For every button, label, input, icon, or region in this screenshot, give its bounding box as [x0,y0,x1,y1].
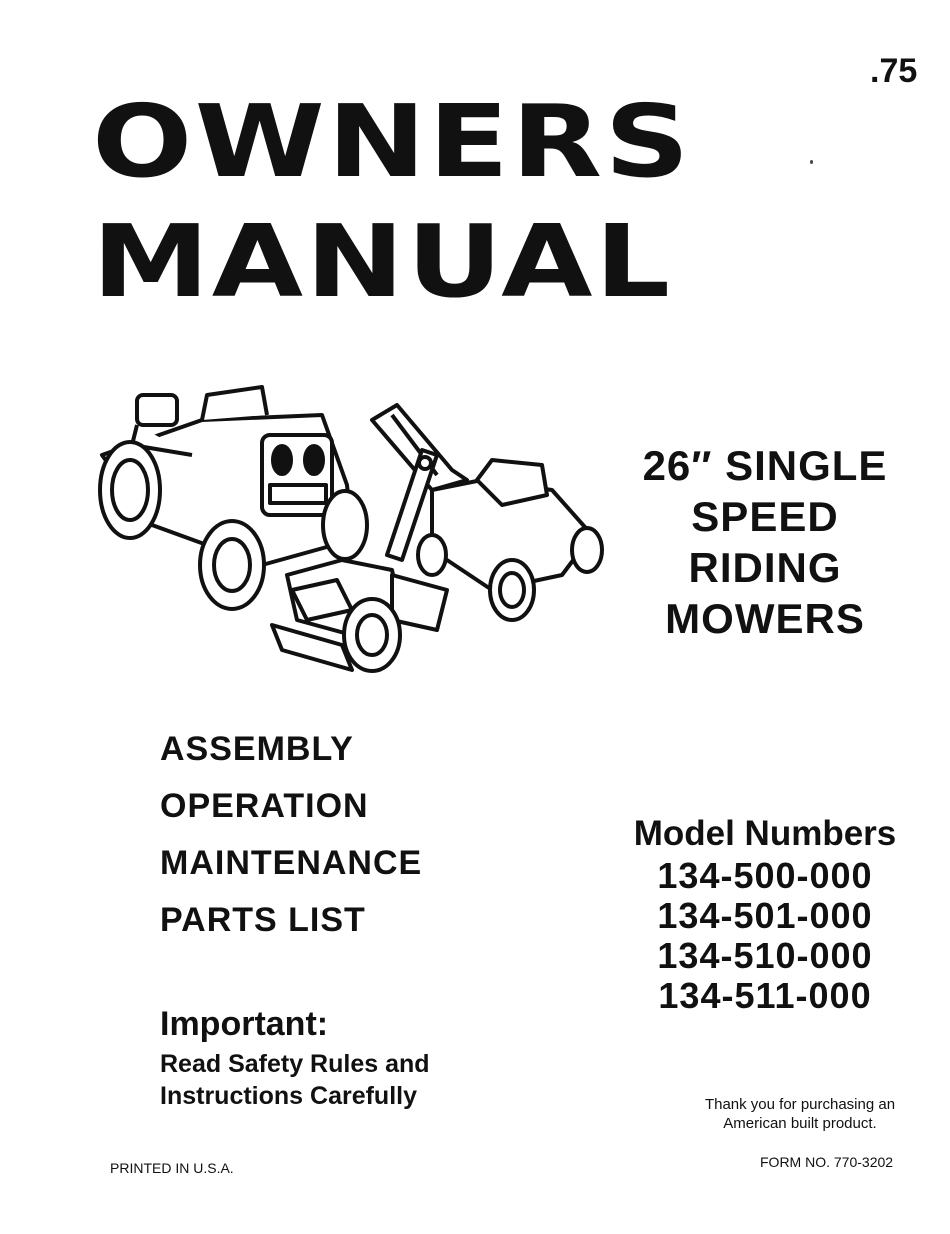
product-line: MOWERS [665,595,865,642]
product-line: 26″ SINGLE [642,442,888,489]
important-note [160,1048,430,1112]
printed-in-label: PRINTED IN U.S.A. [110,1160,234,1176]
model-numbers [610,812,920,1016]
thank-you-line: American built product. [723,1115,877,1132]
model-number: 134-511-000 [658,975,872,1016]
model-number: 134-500-000 [657,855,873,896]
important-line: Instructions Carefully [160,1082,417,1110]
title-manual: MANUAL [92,203,673,320]
model-number: 134-510-000 [657,935,873,976]
thank-you-line: Thank you for purchasing an [704,1096,896,1113]
contents-item: OPERATION [160,787,369,825]
contents-item: ASSEMBLY [160,730,354,768]
form-number: FORM NO. 770-3202 [760,1154,894,1170]
important-heading: Important: [160,1005,329,1043]
important-line: Read Safety Rules and [160,1050,430,1078]
product-description [600,440,930,644]
product-line: SPEED [691,493,839,540]
contents-item: MAINTENANCE [160,844,423,882]
contents-item: PARTS LIST [160,901,366,939]
contents-list [160,730,422,958]
model-numbers-heading: Model Numbers [633,814,897,853]
lawn-equipment-icon [92,375,612,685]
title-owners: OWNERS [92,83,692,200]
model-number: 134-501-000 [657,895,873,936]
product-line: RIDING [688,544,842,591]
paper-speck [810,160,813,164]
price-label: .75 [870,52,918,90]
thank-you-note [680,1095,920,1133]
